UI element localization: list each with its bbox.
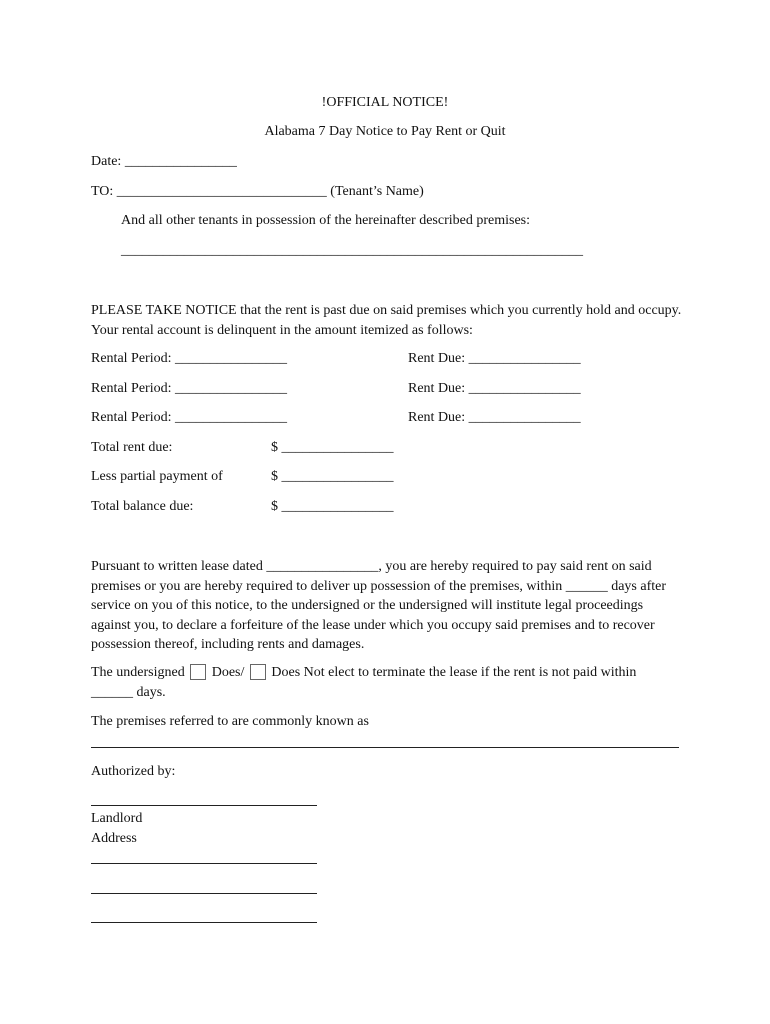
address-line-3 [91, 922, 317, 923]
address-label: Address [91, 831, 137, 846]
elect-days-line: ______ days. [91, 685, 166, 700]
premises-known-text: The premises referred to are commonly known as [91, 714, 369, 729]
tenant-name-line: TO: ______________________________ (Tenant’s Name) [91, 184, 424, 199]
date-line: Date: ________________ [91, 154, 237, 169]
landlord-signature-line [91, 805, 317, 806]
rental-period-2: Rental Period: ________________ [91, 381, 287, 396]
total-rent-due-amount: $ ________________ [271, 440, 394, 455]
address-line-2 [91, 893, 317, 894]
rent-due-1: Rent Due: ________________ [408, 351, 581, 366]
total-balance-due-amount: $ ________________ [271, 499, 394, 514]
elect-line [91, 664, 636, 682]
total-rent-due-label: Total rent due: [91, 440, 173, 455]
rent-due-2: Rent Due: ________________ [408, 381, 581, 396]
does-option-label: Does/ [211, 665, 245, 680]
lease-paragraph: Pursuant to written lease dated ________________, you are hereby required to pay said rent on said premises or you are hereby required to deliver up possession of the premises, within ______ days after service on you of this notice, to the undersigned or the undersigned will institute legal proceedings against you, to declare a forfeiture of the lease under which you occupy said premises and to recover possession thereof, including rents and damages. [91, 559, 667, 652]
other-tenants-text: And all other tenants in possession of the hereinafter described premises: [121, 213, 530, 228]
authorized-by-label: Authorized by: [91, 764, 176, 779]
notice-heading: !OFFICIAL NOTICE! [321, 95, 449, 110]
partial-payment-amount: $ ________________ [271, 469, 394, 484]
does-not-checkbox[interactable] [250, 664, 266, 680]
does-checkbox[interactable] [190, 664, 206, 680]
partial-payment-label: Less partial payment of [91, 469, 223, 484]
notice-paragraph: PLEASE TAKE NOTICE that the rent is past due on said premises which you currently hold and occupy. Your rental account is delinquent in the amount itemized as follows: [91, 303, 682, 338]
landlord-label: Landlord [91, 811, 143, 826]
rent-due-3: Rent Due: ________________ [408, 410, 581, 425]
rental-period-1: Rental Period: ________________ [91, 351, 287, 366]
rental-period-3: Rental Period: ________________ [91, 410, 287, 425]
premises-address-line [91, 747, 679, 748]
total-balance-due-label: Total balance due: [91, 499, 194, 514]
address-line-1 [91, 863, 317, 864]
does-not-option-label: Does Not elect to terminate the lease if the rent is not paid within [271, 665, 637, 680]
elect-prefix: The undersigned [91, 665, 185, 680]
document-title: Alabama 7 Day Notice to Pay Rent or Quit [264, 124, 506, 139]
premises-blank-line: __________________________________________________________________ [121, 243, 583, 258]
